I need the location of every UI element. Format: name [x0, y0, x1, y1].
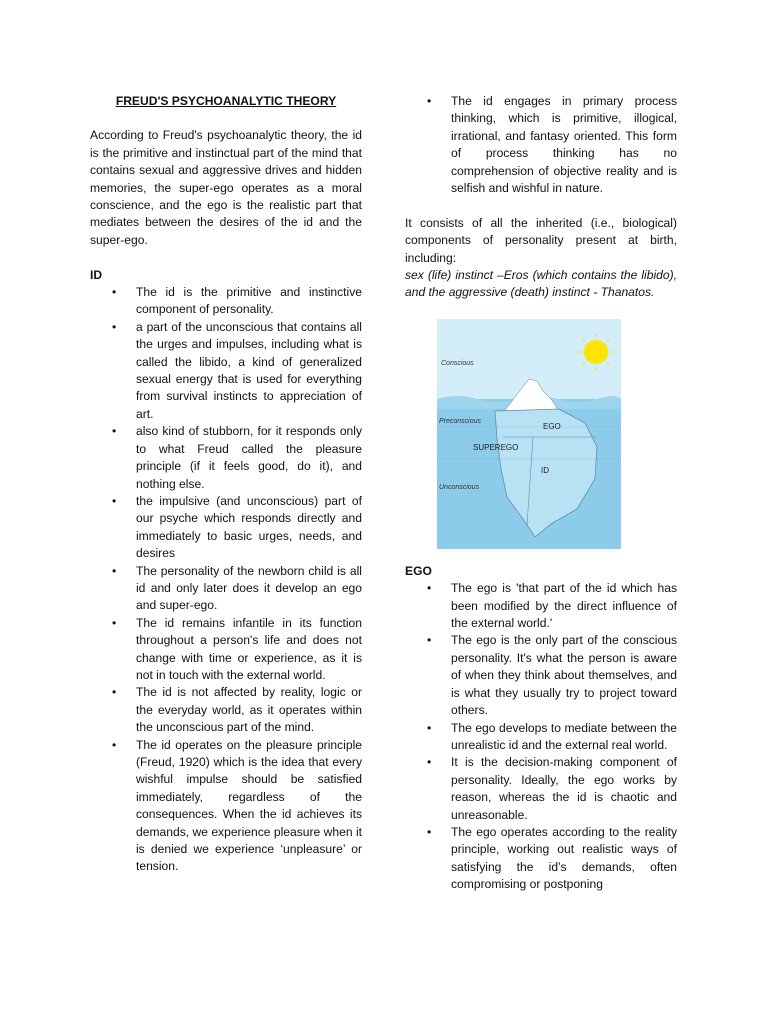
id-bullet-list — [90, 284, 362, 876]
list-item: • also kind of stubborn, for it responds only to what Freud called the pleasure principle (if it feels good, do it), and nothing else. — [136, 423, 362, 493]
left-column — [90, 93, 362, 876]
ego-label: EGO — [543, 421, 561, 431]
list-item: • The id operates on the pleasure principle (Freud, 1920) which is the idea that every wishful impulse should be satisfied immediately, regardless of the consequences. When the id achieves its demands, we experience pleasure when it is denied we experience ‘unpleasure’ or tension. — [136, 737, 362, 876]
id-heading: ID — [90, 267, 103, 282]
right-column — [405, 93, 677, 894]
iceberg-diagram — [437, 319, 621, 549]
intro-paragraph: According to Freud's psychoanalytic theory, the id is the primitive and instinctual part of the mind that contains sexual and aggressive drives and hidden memories, the super-ego operates as a moral conscience, and the ego is the realistic part that mediates between the desires of the id and the super-ego. — [90, 128, 362, 247]
list-item: • The ego is 'that part of the id which has been modified by the direct influence of the external world.' — [451, 580, 677, 632]
id-bullet-list-continued — [405, 93, 677, 197]
id-label: ID — [541, 465, 549, 475]
superego-label: SUPEREGO — [473, 442, 519, 452]
list-item: • The ego operates according to the reality principle, working out realistic ways of satisfying the id’s demands, often compromising or postponing — [451, 824, 677, 894]
list-item: • The ego is the only part of the conscious personality. It's what the person is aware of when they think about themselves, and is what they usually try to project toward others. — [451, 632, 677, 719]
list-item: • a part of the unconscious that contains all the urges and impulses, including what is called the libido, a kind of generalized sexual energy that is used for everything from survival instincts to appreciation of art. — [136, 319, 362, 423]
list-item: • The id engages in primary process thinking, which is primitive, illogical, irrational, and fantasy oriented. This form of process thinking has no comprehension of objective reality and is selfish and wishful in nature. — [451, 93, 677, 197]
list-item: • The id is the primitive and instinctive component of personality. — [136, 284, 362, 319]
list-item: • The personality of the newborn child is all id and only later does it develop an ego and super-ego. — [136, 563, 362, 615]
unconscious-label: Unconscious — [439, 483, 480, 491]
list-item: • The ego develops to mediate between the unrealistic id and the external real world. — [451, 720, 677, 755]
conscious-label: Conscious — [441, 359, 474, 367]
list-item: • the impulsive (and unconscious) part of our psyche which responds directly and immediately to basic urges, needs, and desires — [136, 493, 362, 563]
list-item: • The id is not affected by reality, logic or the everyday world, as it operates within the unconscious part of the mind. — [136, 684, 362, 736]
ego-heading: EGO — [405, 563, 432, 578]
preconscious-label: Preconscious — [439, 417, 482, 425]
document-title: FREUD'S PSYCHOANALYTIC THEORY — [115, 94, 337, 108]
ego-bullet-list — [405, 580, 677, 893]
list-item: • The id remains infantile in its function throughout a person's life and does not change with time or experience, as it is not in touch with the external world. — [136, 615, 362, 685]
instincts-paragraph: sex (life) instinct –Eros (which contains the libido), and the aggressive (death) instinct - Thanatos. — [405, 268, 677, 300]
list-item: • It is the decision-making component of personality. Ideally, the ego works by reason, whereas the id is chaotic and unreasonable. — [451, 754, 677, 824]
sun-icon — [584, 340, 608, 364]
consists-paragraph: It consists of all the inherited (i.e., biological) components of personality present at birth, including: — [405, 215, 677, 265]
